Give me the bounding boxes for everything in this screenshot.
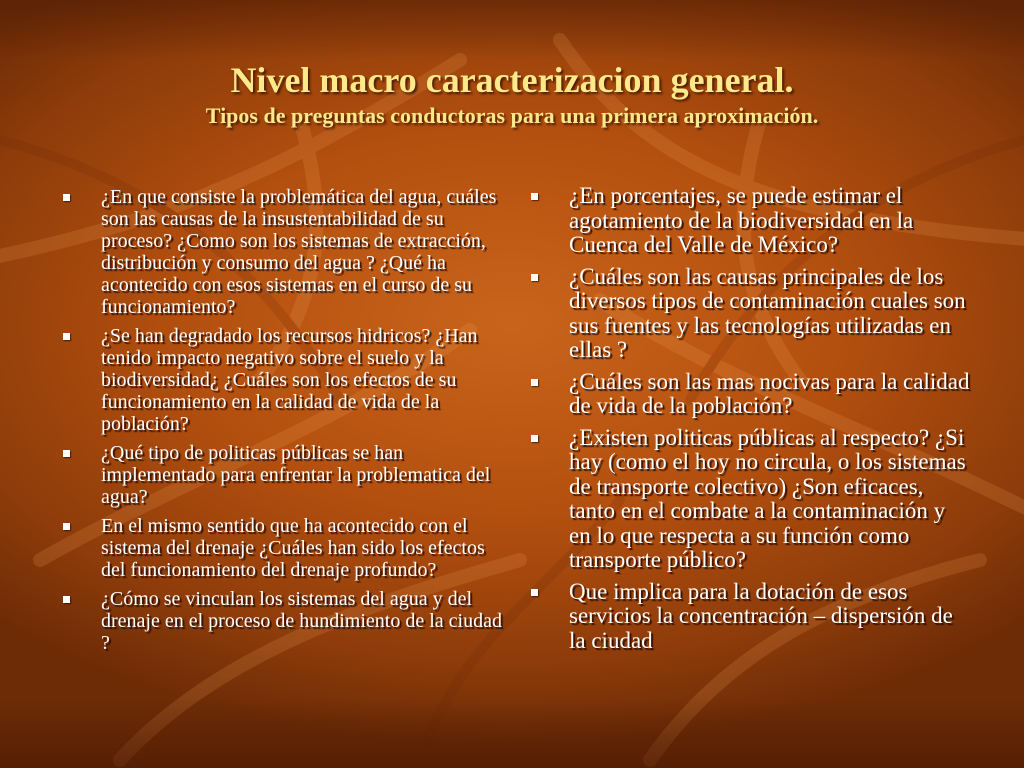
square-bullet-icon — [531, 589, 538, 596]
right-column — [530, 184, 970, 660]
list-item-text: Que implica para la dotación de esos servicios la concentración – dispersión de la ciudad — [569, 578, 953, 653]
list-item-text: ¿Cuáles son las causas principales de los diversos tipos de contaminación cuales son sus fuentes y las tecnologías utilizadas en ellas ? — [569, 263, 966, 362]
list-item — [62, 325, 502, 435]
square-bullet-icon — [63, 450, 70, 457]
list-item — [62, 515, 502, 581]
square-bullet-icon — [531, 193, 538, 200]
square-bullet-icon — [531, 274, 538, 281]
list-item-text: ¿Se han degradado los recursos hidricos? ¿Han tenido impacto negativo sobre el suelo y la biodiversidad¿ ¿Cuáles son los efectos de su funcionamiento en la calidad de vida de la población? — [101, 325, 478, 435]
square-bullet-icon — [531, 379, 538, 386]
left-column — [62, 186, 502, 661]
list-item-text: ¿Cómo se vinculan los sistemas del agua y del drenaje en el proceso de hundimiento de la ciudad ? — [101, 588, 502, 654]
list-item-text: ¿Existen politicas públicas al respecto? ¿Si hay (como el hoy no circula, o los sistemas de transporte colectivo) ¿Son eficaces, tanto en el combate a la contaminación y en lo que respecta a su función como transporte público? — [569, 424, 966, 572]
left-bullet-list — [62, 186, 502, 654]
list-item-text: ¿Qué tipo de politicas públicas se han implementado para enfrentar la problematica del agua? — [101, 442, 491, 508]
square-bullet-icon — [531, 435, 538, 442]
square-bullet-icon — [63, 523, 70, 530]
list-item — [62, 588, 502, 654]
list-item-text: ¿En que consiste la problemática del agua, cuáles son las causas de la insustentabilidad de su proceso? ¿Como son los sistemas de extracción, distribución y consumo del agua ? ¿Qué ha acontecido con esos sistemas en el curso de su funcionamiento? — [101, 186, 497, 318]
slide-title: Nivel macro caracterizacion general. — [230, 60, 794, 100]
square-bullet-icon — [63, 194, 70, 201]
list-item — [62, 186, 502, 318]
list-item — [530, 580, 970, 654]
list-item — [62, 442, 502, 508]
title-block — [0, 58, 1024, 130]
list-item — [530, 426, 970, 573]
list-item-text: ¿Cuáles son las mas nocivas para la calidad de vida de la población? — [569, 368, 970, 418]
list-item-text: En el mismo sentido que ha acontecido con el sistema del drenaje ¿Cuáles han sido los efectos del funcionamiento del drenaje profundo? — [101, 515, 485, 581]
square-bullet-icon — [63, 596, 70, 603]
right-bullet-list — [530, 184, 970, 653]
list-item-text: ¿En porcentajes, se puede estimar el agotamiento de la biodiversidad en la Cuenca del Valle de México? — [569, 183, 914, 257]
list-item — [530, 265, 970, 363]
list-item — [530, 370, 970, 419]
square-bullet-icon — [63, 333, 70, 340]
slide-subtitle: Tipos de preguntas conductoras para una primera aproximación. — [205, 103, 819, 128]
list-item — [530, 184, 970, 258]
